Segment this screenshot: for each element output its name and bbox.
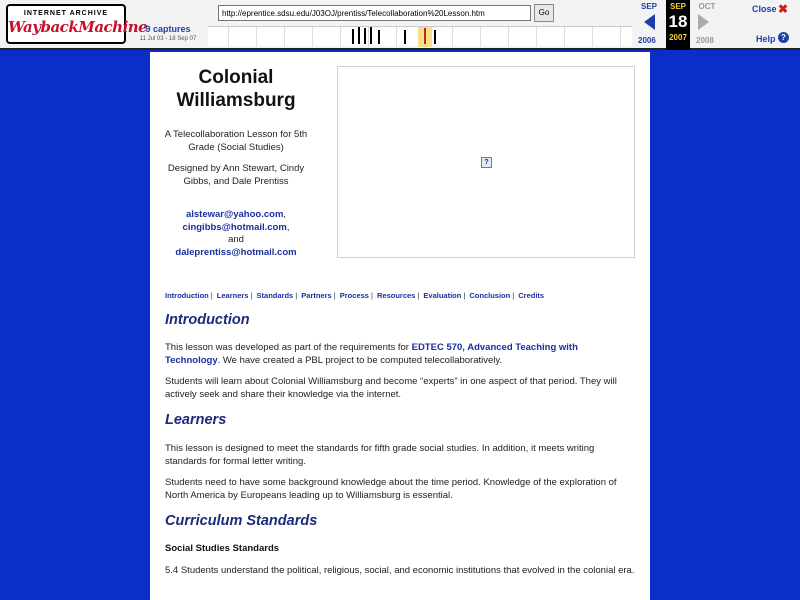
prev-capture-arrow-icon[interactable] <box>644 14 655 30</box>
spark-capture-bar <box>378 30 380 44</box>
nav-partners[interactable]: Partners <box>301 291 332 300</box>
standards-heading: Curriculum Standards <box>165 513 318 529</box>
calendar-nav <box>636 0 720 50</box>
nav-process[interactable]: Process <box>339 291 369 300</box>
learners-paragraph-1: This lesson is designed to meet the standards for fifth grade social studies. In addition, it meets writing standards for formal letter writing. <box>165 443 595 467</box>
section-nav <box>165 291 645 300</box>
nav-separator: | <box>370 291 373 300</box>
page-title-line2: Williamsburg <box>176 90 296 111</box>
broken-image-icon: ? <box>481 157 492 168</box>
nav-conclusion[interactable]: Conclusion <box>469 291 511 300</box>
nav-separator: | <box>417 291 420 300</box>
standard-5-4: 5.4 Students understand the political, religious, social, and economic institutions that evolved in the colonial era. <box>165 565 635 576</box>
spark-gridline <box>536 27 537 47</box>
logo-main-text: WaybackMachine <box>8 18 148 36</box>
learners-heading: Learners <box>165 412 227 428</box>
spark-gridline <box>620 27 621 47</box>
spark-gridline <box>452 27 453 47</box>
nav-introduction[interactable]: Introduction <box>165 291 209 300</box>
spark-gridline <box>508 27 509 47</box>
spark-gridline <box>368 27 369 47</box>
next-capture-arrow-icon <box>698 14 709 30</box>
nav-separator: | <box>512 291 515 300</box>
nav-evaluation[interactable]: Evaluation <box>423 291 462 300</box>
wayback-logo[interactable] <box>6 4 148 44</box>
spark-gridline <box>312 27 313 47</box>
email-link-2[interactable]: cingibbs@hotmail.com <box>182 221 287 233</box>
spark-gridline <box>592 27 593 47</box>
intro-paragraph-2: Students will learn about Colonial Williamsburg and become “experts” in one aspect of that period. They will actively seek and share their knowledge via the internet. <box>165 376 617 400</box>
spark-gridline <box>396 27 397 47</box>
spark-current-capture <box>424 28 426 44</box>
spark-capture-bar <box>352 29 354 44</box>
wayback-toolbar <box>0 0 800 50</box>
close-link[interactable]: Close <box>752 4 777 14</box>
spark-gridline <box>284 27 285 47</box>
nav-separator: | <box>250 291 253 300</box>
prev-month-label[interactable]: SEP <box>640 2 657 11</box>
spark-capture-bar <box>404 30 406 44</box>
close-icon[interactable]: ✖ <box>778 2 789 16</box>
current-month: SEP <box>669 2 686 11</box>
capture-range: 11 Jul 03 - 18 Sep 07 <box>139 36 197 42</box>
intro-p1-text: This lesson was developed as part of the requirements for <box>165 342 412 353</box>
nav-separator: | <box>463 291 466 300</box>
email-link-1[interactable]: alstewar@yahoo.com <box>185 209 284 220</box>
spark-gridline <box>256 27 257 47</box>
lesson-page <box>150 52 650 600</box>
current-day: 18 <box>668 12 688 31</box>
nav-resources[interactable]: Resources <box>376 291 416 300</box>
email-link-3[interactable]: daleprentiss@hotmail.com <box>175 246 297 258</box>
intro-paragraph-1 <box>165 341 635 367</box>
nav-standards[interactable]: Standards <box>256 291 294 300</box>
current-year: 2007 <box>669 33 687 42</box>
spark-capture-bar <box>434 30 436 44</box>
nav-credits[interactable]: Credits <box>518 291 545 300</box>
nav-separator: | <box>295 291 298 300</box>
page-subtitle: A Telecollaboration Lesson for 5th Grade (Social Studies) <box>164 129 308 153</box>
captures-info <box>132 24 204 42</box>
spark-gridline <box>228 27 229 47</box>
and-text: and <box>228 234 244 245</box>
page-title <box>150 66 322 112</box>
learners-paragraph-2: Students need to have some background knowledge about the time period. Knowledge of the exploration of North America by Europeans leading up to Williamsburg is essential. <box>165 477 617 501</box>
spark-gridline <box>340 27 341 47</box>
edtec-course-link[interactable]: EDTEC 570, Advanced Teaching with Technology <box>165 342 578 366</box>
nav-separator: | <box>333 291 336 300</box>
page-title-line1: Colonial <box>198 67 274 88</box>
go-button[interactable]: Go <box>534 4 554 22</box>
introduction-heading: Introduction <box>165 312 250 328</box>
captures-count-link[interactable]: 9 captures <box>145 24 191 34</box>
spark-capture-bar <box>358 27 360 44</box>
nav-learners[interactable]: Learners <box>216 291 249 300</box>
intro-p1-text-end: . We have created a PBL project to be computed telecollaboratively. <box>217 355 503 366</box>
social-studies-standards-heading: Social Studies Standards <box>165 543 280 554</box>
author-emails: alstewar@yahoo.com, cingibbs@hotmail.com, and daleprentiss@hotmail.com <box>154 209 318 259</box>
missing-image-frame <box>337 66 635 258</box>
next-year-label: 2008 <box>696 36 714 45</box>
prev-year-label[interactable]: 2006 <box>638 36 656 45</box>
next-month-label: OCT <box>698 2 716 11</box>
spark-capture-bar <box>364 28 366 44</box>
help-icon[interactable]: ? <box>778 32 789 43</box>
help-link[interactable]: Help <box>756 34 776 44</box>
capture-sparkline[interactable] <box>208 26 632 46</box>
logo-top-text: INTERNET ARCHIVE <box>23 10 109 17</box>
nav-separator: | <box>210 291 213 300</box>
url-input[interactable]: http://eprentice.sdsu.edu/J03OJ/prentiss/Telecollaboration%20Lesson.htm <box>218 5 531 21</box>
current-capture-date <box>666 0 690 50</box>
spark-gridline <box>480 27 481 47</box>
authors-text: Designed by Ann Stewart, Cindy Gibbs, and Dale Prentiss <box>167 163 305 187</box>
spark-capture-bar <box>370 27 372 44</box>
spark-gridline <box>564 27 565 47</box>
